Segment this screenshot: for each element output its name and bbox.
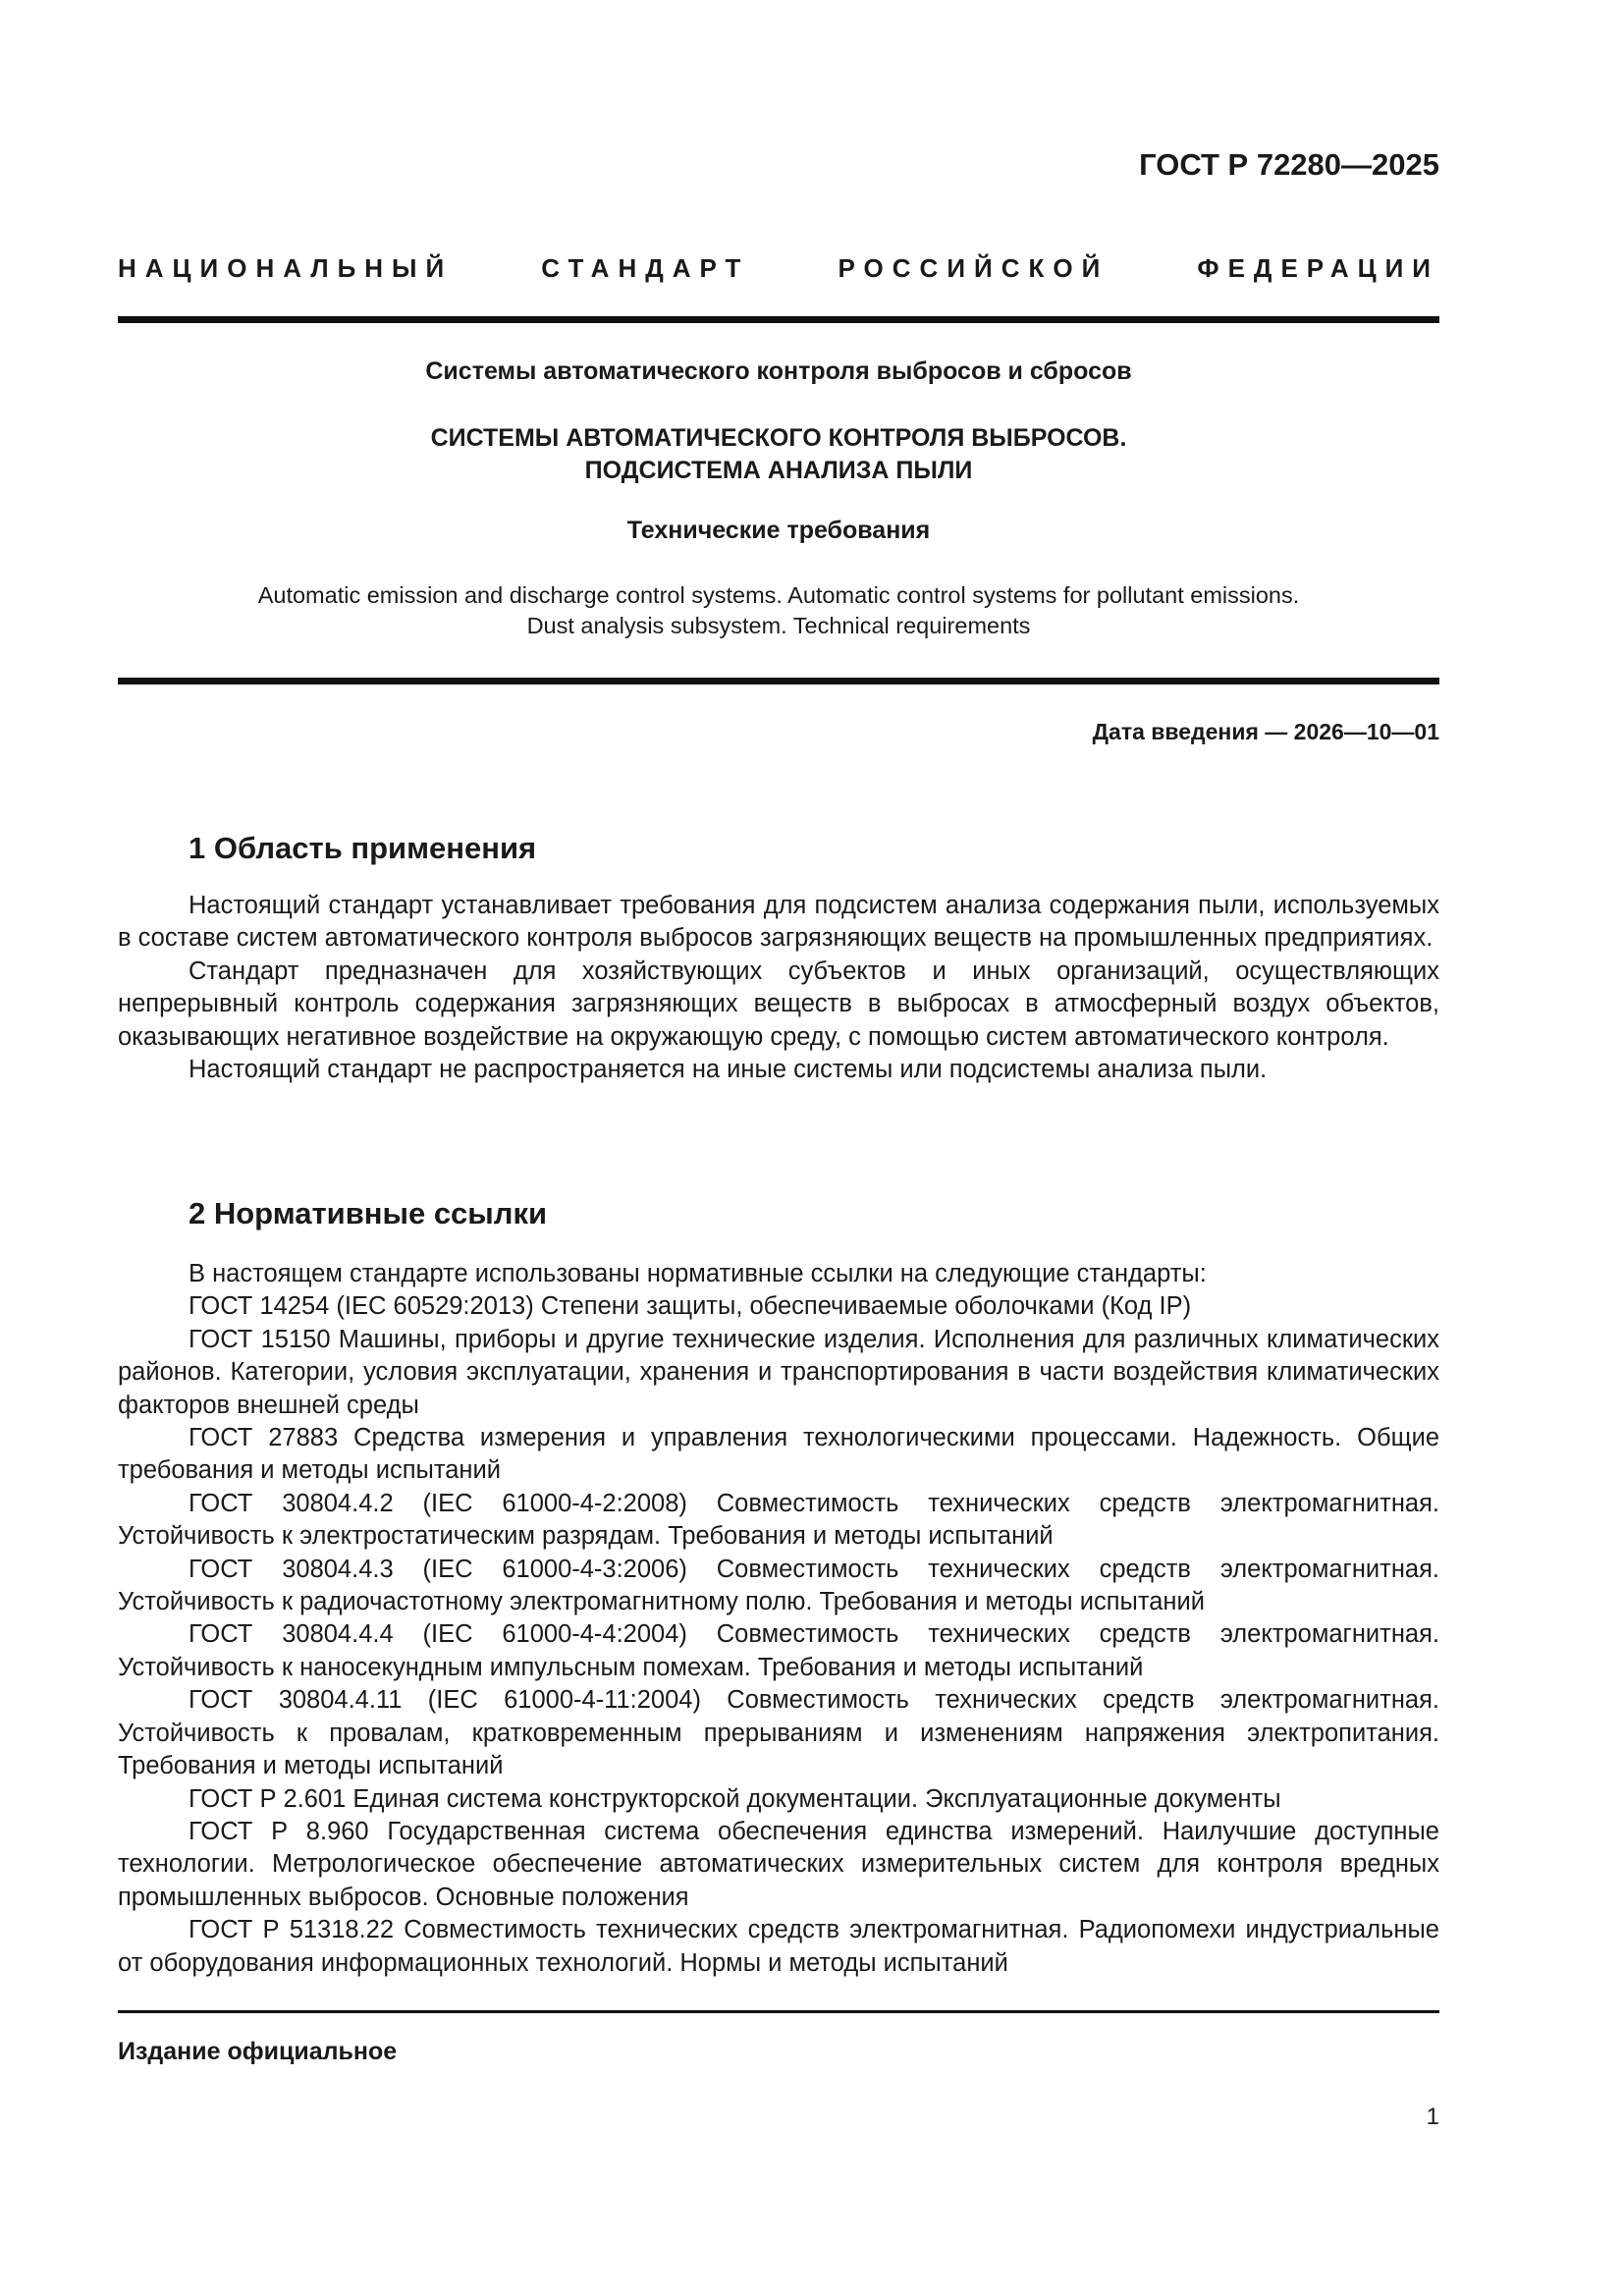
reference-item: ГОСТ 27883 Средства измерения и управления технологическими процессами. Надежность. Общие требования и методы испытаний	[118, 1424, 1439, 1485]
paragraph: Стандарт предназначен для хозяйствующих субъектов и иных организаций, осуществляющих непрерывный контроль содержания загрязняющих веществ в выбросах в атмосферный воздух объектов, оказывающих негативное воздействие на окружающую среду, с помощью систем автоматического контроля.	[118, 957, 1439, 1051]
reference-item: ГОСТ 30804.4.2 (IEC 61000-4-2:2008) Совместимость технических средств электромагнитная. Устойчивость к электростатическим разрядам. Требования и методы испытаний	[118, 1489, 1439, 1551]
section-body-references	[118, 1258, 1439, 1980]
english-title	[118, 580, 1439, 641]
document-subtitle: Технические требования	[626, 517, 931, 544]
introduction-date: Дата введения — 2026—10—01	[1092, 719, 1439, 744]
english-title-line-1: Automatic emission and discharge control systems. Automatic control systems for pollutant emissions.	[257, 582, 1300, 608]
reference-item: ГОСТ 30804.4.11 (IEC 61000-4-11:2004) Совместимость технических средств электромагнитная. Устойчивость к провалам, кратковременным прерываниям и изменениям напряжения электропитания. Требования и методы испытаний	[118, 1686, 1439, 1780]
title-divider	[118, 678, 1439, 684]
reference-item: ГОСТ 14254 (IEC 60529:2013) Степени защиты, обеспечиваемые оболочками (Код IP)	[189, 1292, 1192, 1321]
page-number: 1	[1426, 2104, 1439, 2130]
main-title	[118, 422, 1439, 487]
top-divider	[118, 316, 1439, 323]
main-title-line-2: ПОДСИСТЕМА АНАЛИЗА ПЫЛИ	[584, 457, 973, 484]
main-title-line-1: СИСТЕМЫ АВТОМАТИЧЕСКОГО КОНТРОЛЯ ВЫБРОСОВ.	[430, 424, 1127, 452]
reference-item: ГОСТ Р 2.601 Единая система конструкторской документации. Эксплуатационные документы	[189, 1784, 1281, 1813]
reference-item: ГОСТ 30804.4.4 (IEC 61000-4-4:2004) Совместимость технических средств электромагнитная. Устойчивость к наносекундным импульсным помехам. Требования и методы испытаний	[118, 1620, 1439, 1681]
footer-divider	[118, 2010, 1439, 2013]
series-title: Системы автоматического контроля выбросов и сбросов	[425, 357, 1132, 385]
national-standard-banner: НАЦИОНАЛЬНЫЙ СТАНДАРТ РОССИЙСКОЙ ФЕДЕРАЦИИ	[118, 253, 1439, 283]
paragraph: Настоящий стандарт устанавливает требования для подсистем анализа содержания пыли, используемых в составе систем автоматического контроля выбросов загрязняющих веществ на промышленных предприятиях.	[118, 892, 1439, 953]
paragraph: В настоящем стандарте использованы нормативные ссылки на следующие стандарты:	[189, 1260, 1207, 1287]
section-heading-scope: 1 Область применения	[189, 831, 537, 865]
english-title-line-2: Dust analysis subsystem. Technical requirements	[526, 613, 1031, 638]
reference-item: ГОСТ Р 51318.22 Совместимость технических средств электромагнитная. Радиопомехи индустриальные от оборудования информационных технологий. Нормы и методы испытаний	[118, 1916, 1439, 1977]
reference-item: ГОСТ 30804.4.3 (IEC 61000-4-3:2006) Совместимость технических средств электромагнитная. Устойчивость к радиочастотному электромагнитному полю. Требования и методы испытаний	[118, 1555, 1439, 1616]
reference-item: ГОСТ Р 8.960 Государственная система обеспечения единства измерений. Наилучшие доступные технологии. Метрологическое обеспечение автоматических измерительных систем для контроля вредных промышленных выбросов. Основные положения	[118, 1817, 1439, 1911]
reference-item: ГОСТ 15150 Машины, приборы и другие технические изделия. Исполнения для различных климатических районов. Категории, условия эксплуатации, хранения и транспортирования в части воздействия климатических факторов внешней среды	[118, 1325, 1439, 1419]
standard-number: ГОСТ Р 72280—2025	[1139, 147, 1439, 182]
paragraph: Настоящий стандарт не распространяется на иные системы или подсистемы анализа пыли.	[189, 1056, 1268, 1084]
section-heading-references: 2 Нормативные ссылки	[189, 1196, 548, 1230]
section-body-scope	[118, 890, 1439, 1086]
official-edition-label: Издание официальное	[118, 2038, 398, 2065]
